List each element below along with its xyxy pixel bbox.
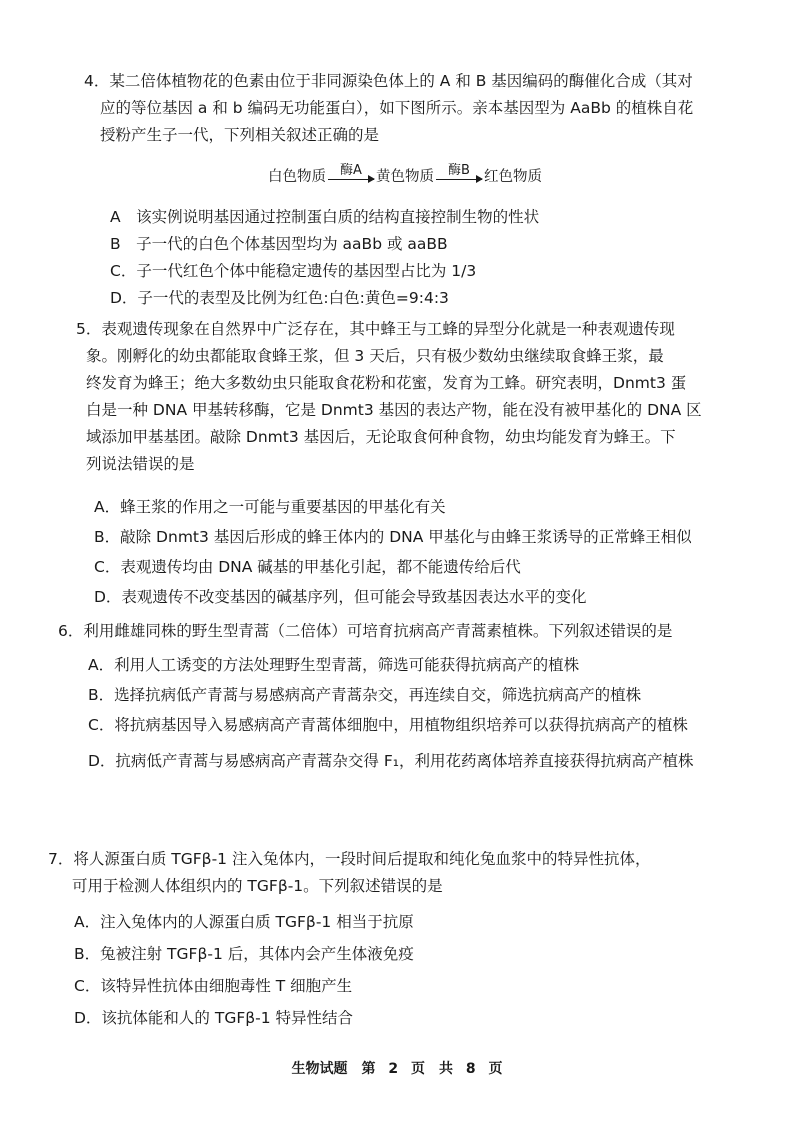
option-c[interactable]: C．子一代红色个体中能稳定遗传的基因型占比为 1/3: [110, 262, 477, 280]
question-5-stem-line: 5．表观遗传现象在自然界中广泛存在，其中蜂王与工蜂的异型分化就是一种表观遗传现: [76, 320, 675, 338]
question-7: [48, 846, 650, 900]
question-5-stem-line: 白是一种 DNA 甲基转移酶，它是 Dnmt3 基因的表达产物，能在没有被甲基化的 DNA 区: [86, 401, 702, 419]
option-c[interactable]: C．表观遗传均由 DNA 碱基的甲基化引起，都不能遗传给后代: [94, 558, 521, 576]
option-c[interactable]: C．该特异性抗体由细胞毒性 T 细胞产生: [74, 977, 353, 995]
question-6-options: [88, 650, 728, 776]
pigment-pathway-diagram: [268, 164, 542, 186]
option-d[interactable]: D．抗病低产青蒿与易感病高产青蒿杂交得 F₁，利用花药离体培养直接获得抗病高产植株: [88, 752, 694, 770]
enzyme-a-label: 酶A: [340, 163, 362, 178]
question-6-stem-line: 6．利用雌雄同株的野生型青蒿（二倍体）可培育抗病高产青蒿素植株。下列叙述错误的是: [58, 622, 673, 640]
option-a[interactable]: A．蜂王浆的作用之一可能与重要基因的甲基化有关: [94, 498, 446, 516]
option-b[interactable]: B．敲除 Dnmt3 基因后形成的蜂王体内的 DNA 甲基化与由蜂王浆诱导的正常蜂王相似: [94, 528, 692, 546]
option-d[interactable]: D．子一代的表型及比例为红色:白色:黄色=9:4:3: [110, 289, 449, 307]
question-7-options: [74, 906, 414, 1034]
page-footer: 生物试题 第 2 页 共 8 页: [291, 1061, 503, 1077]
option-b[interactable]: B 子一代的白色个体基因型均为 aaBb 或 aaBB: [110, 235, 448, 253]
question-4-options: [110, 204, 539, 312]
question-5-stem-line: 域添加甲基基团。敲除 Dnmt3 基因后，无论取食何种食物，幼虫均能发育为蜂王。下: [86, 428, 676, 446]
question-4: [84, 68, 693, 149]
question-5-stem-line: 象。刚孵化的幼虫都能取食蜂王浆，但 3 天后，只有极少数幼虫继续取食蜂王浆，最: [86, 347, 664, 365]
question-5-stem-line: 列说法错误的是: [86, 455, 195, 473]
red-substance-label: 红色物质: [484, 169, 542, 185]
question-5-options: [94, 492, 692, 612]
enzyme-b-label: 酶B: [448, 163, 470, 178]
question-5-stem-line: 终发育为蜂王；绝大多数幼虫只能取食花粉和花蜜，发育为工蜂。研究表明，Dnmt3 蛋: [86, 374, 687, 392]
question-7-stem-line: 7．将人源蛋白质 TGFβ-1 注入兔体内，一段时间后提取和纯化兔血浆中的特异性抗体，: [48, 850, 651, 868]
question-4-stem-line: 应的等位基因 a 和 b 编码无功能蛋白），如下图所示。亲本基因型为 AaBb 的植株自花: [100, 99, 694, 117]
question-4-stem-line: 授粉产生子一代，下列相关叙述正确的是: [100, 126, 380, 144]
yellow-substance-label: 黄色物质: [376, 169, 434, 185]
question-7-stem-line: 可用于检测人体组织内的 TGFβ-1。下列叙述错误的是: [72, 877, 443, 895]
white-substance-label: 白色物质: [268, 169, 326, 185]
question-4-stem-line: 4．某二倍体植物花的色素由位于非同源染色体上的 A 和 B 基因编码的酶催化合成（其对: [84, 72, 693, 90]
option-a[interactable]: A．利用人工诱变的方法处理野生型青蒿，筛选可能获得抗病高产的植株: [88, 656, 580, 674]
option-d[interactable]: D．表观遗传不改变基因的碱基序列，但可能会导致基因表达水平的变化: [94, 588, 587, 606]
option-b[interactable]: B．选择抗病低产青蒿与易感病高产青蒿杂交，再连续自交，筛选抗病高产的植株: [88, 686, 642, 704]
option-a[interactable]: A 该实例说明基因通过控制蛋白质的结构直接控制生物的性状: [110, 208, 540, 226]
option-a[interactable]: A．注入兔体内的人源蛋白质 TGFβ-1 相当于抗原: [74, 913, 414, 931]
question-5: [76, 316, 702, 478]
option-b[interactable]: B．兔被注射 TGFβ-1 后，其体内会产生体液免疫: [74, 945, 414, 963]
question-6: [58, 618, 672, 645]
option-c[interactable]: C．将抗病基因导入易感病高产青蒿体细胞中，用植物组织培养可以获得抗病高产的植株: [88, 716, 688, 734]
arrow-right-icon: [436, 179, 482, 180]
option-d[interactable]: D．该抗体能和人的 TGFβ-1 特异性结合: [74, 1009, 354, 1027]
enzyme-b-arrow: [436, 164, 482, 186]
enzyme-a-arrow: [328, 164, 374, 186]
arrow-right-icon: [328, 179, 374, 180]
